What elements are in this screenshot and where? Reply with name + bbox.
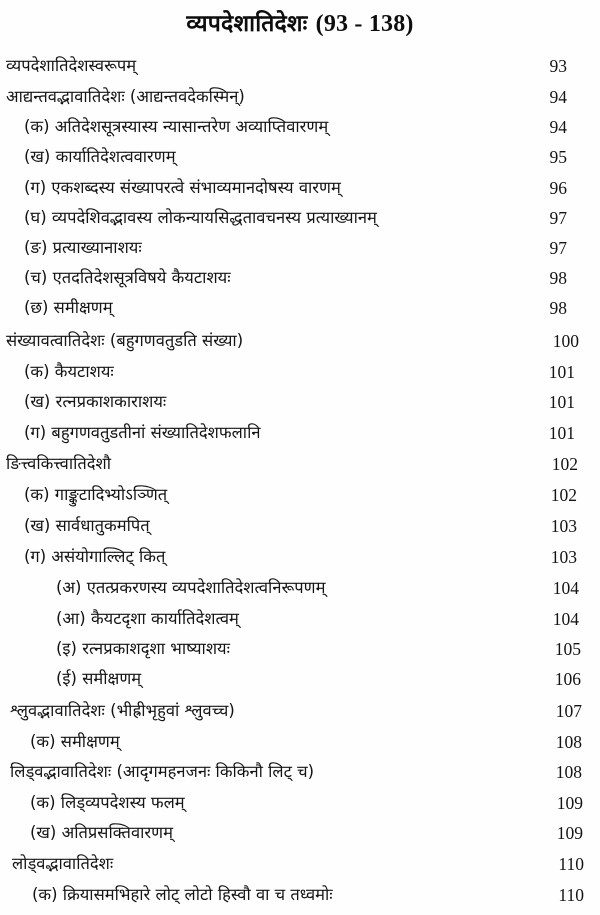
toc-entry-page: 102 — [550, 485, 577, 505]
toc-entry-page: 108 — [555, 732, 582, 752]
toc-entry-label: (ग) एकशब्दस्य संख्यापरत्वे संभाव्यमानदोषस्य वारणम् — [24, 178, 341, 197]
toc-entry-page: 104 — [552, 609, 579, 629]
toc-entry-page: 98 — [549, 268, 567, 288]
toc-entry-label: (आ) कैयटदृशा कार्यातिदेशत्वम् — [56, 609, 239, 628]
toc-entry — [0, 453, 600, 483]
toc-entry-label: (ई) समीक्षणम् — [56, 669, 142, 688]
toc-entry — [0, 515, 600, 545]
toc-entry-page: 101 — [548, 392, 575, 412]
toc-entry-label: (छ) समीक्षणम् — [24, 298, 113, 317]
toc-entry — [0, 484, 600, 514]
toc-entry-page: 107 — [555, 701, 582, 721]
toc-entry — [0, 546, 600, 576]
toc-entry-label: (क) समीक्षणम् — [30, 732, 120, 751]
toc-entry — [0, 330, 600, 360]
toc-entry — [0, 422, 600, 452]
toc-entry-page: 100 — [552, 331, 579, 351]
toc-entry — [0, 86, 600, 116]
toc-entry — [0, 267, 600, 297]
toc-entry — [0, 116, 600, 146]
toc-entry — [0, 884, 600, 914]
toc-entry-page: 108 — [555, 762, 582, 782]
toc-entry — [0, 391, 600, 421]
toc-entry — [0, 608, 600, 638]
toc-entry-label: लोड्वद्भावातिदेशः — [12, 854, 114, 873]
title-text: व्यपदेशातिदेशः — [186, 11, 308, 37]
toc-entry-label: (अ) एतत्प्रकरणस्य व्यपदेशातिदेशत्वनिरूपणम् — [56, 578, 326, 597]
toc-entry-label: (ख) रत्नप्रकाशकाराशयः — [24, 392, 167, 411]
toc-entry-label: आद्यन्तवद्भावातिदेशः (आद्यन्तवदेकस्मिन्) — [6, 87, 245, 106]
toc-entry-label: (घ) व्यपदेशिवद्भावस्य लोकन्यायसिद्धतावचनस्य प्रत्याख्यानम् — [24, 208, 377, 227]
toc-entry-label: लिड्वद्भावातिदेशः (आदृगमहनजनः किकिनौ लिट् च) — [10, 762, 315, 781]
toc-entry — [0, 55, 600, 85]
toc-entry-page: 97 — [549, 238, 567, 258]
toc-entry — [0, 361, 600, 391]
toc-entry-page: 110 — [558, 885, 584, 905]
toc-entry-label: (क) लिड्व्यपदेशस्य फलम् — [30, 793, 185, 812]
toc-entry — [0, 853, 600, 883]
toc-entry-label: (ङ) प्रत्याख्यानाशयः — [24, 238, 142, 257]
toc-entry-page: 109 — [556, 823, 583, 843]
toc-entry-page: 109 — [556, 793, 583, 813]
toc-entry-page: 93 — [549, 56, 567, 76]
toc-entry-page: 97 — [549, 208, 567, 228]
toc-entry-page: 104 — [552, 578, 579, 598]
toc-entry — [0, 761, 600, 791]
toc-entry-page: 94 — [549, 117, 567, 137]
toc-entry-label: (क) क्रियासमभिहारे लोट् लोटो हिस्वौ वा च तध्वमोः — [32, 885, 333, 904]
toc-entry-label: व्यपदेशातिदेशस्वरूपम् — [6, 56, 137, 75]
title-page-range: (93 - 138) — [315, 11, 414, 37]
toc-entry — [0, 731, 600, 761]
toc-entry — [0, 822, 600, 852]
toc-entry-label: (क) अतिदेशसूत्रस्यास्य न्यासान्तरेण अव्याप्तिवारणम् — [24, 117, 329, 136]
toc-entry-page: 102 — [551, 454, 578, 474]
toc-entry-label: (ख) सार्वधातुकमपित् — [24, 516, 150, 535]
toc-entry-label: (च) एतदतिदेशसूत्रविषये कैयटाशयः — [24, 268, 231, 287]
toc-entry-page: 95 — [549, 147, 567, 167]
toc-entry-page: 105 — [554, 639, 581, 659]
toc-entry-label: श्लुवद्भावातिदेशः (भीह्रीभृहुवां श्लुवच्च) — [10, 701, 235, 720]
toc-entry — [0, 297, 600, 327]
toc-entry — [0, 177, 600, 207]
toc-entry — [0, 638, 600, 668]
toc-entry-page: 101 — [548, 423, 575, 443]
toc-entry — [0, 146, 600, 176]
toc-entry-label: संख्यावत्वातिदेशः (बहुगणवतुडति संख्या) — [6, 331, 244, 350]
toc-entry-page: 110 — [558, 854, 584, 874]
toc-entry-label: (इ) रत्नप्रकाशदृशा भाष्याशयः — [56, 639, 230, 658]
toc-entry-page: 101 — [548, 362, 575, 382]
toc-entry — [0, 700, 600, 730]
toc-entry-label: (ग) बहुगणवतुडतीनां संख्यातिदेशफलानि — [24, 423, 261, 442]
toc-entry-label: (ख) अतिप्रसक्तिवारणम् — [30, 823, 173, 842]
toc-entry-page: 103 — [550, 516, 577, 536]
toc-entry — [0, 577, 600, 607]
toc-entry-label: (क) कैयटाशयः — [24, 362, 114, 381]
toc-entry-page: 94 — [549, 87, 567, 107]
toc-entry — [0, 207, 600, 237]
toc-entry-label: (ग) असंयोगाल्लिट् कित् — [24, 547, 166, 566]
toc-entry-page: 103 — [550, 547, 577, 567]
toc-entry-page: 96 — [549, 178, 567, 198]
toc-entry — [0, 792, 600, 822]
toc-entry-page: 98 — [549, 298, 567, 318]
toc-entry — [0, 668, 600, 698]
toc-entry-label: (क) गाङ्कुटादिभ्योऽञ्णित् — [24, 485, 168, 504]
toc-entry-label: ङित्त्वकित्त्वातिदेशौ — [6, 454, 112, 473]
toc-entry-label: (ख) कार्यातिदेशत्ववारणम् — [24, 147, 176, 166]
toc-entry-page: 106 — [554, 669, 581, 689]
toc-entry — [0, 237, 600, 267]
